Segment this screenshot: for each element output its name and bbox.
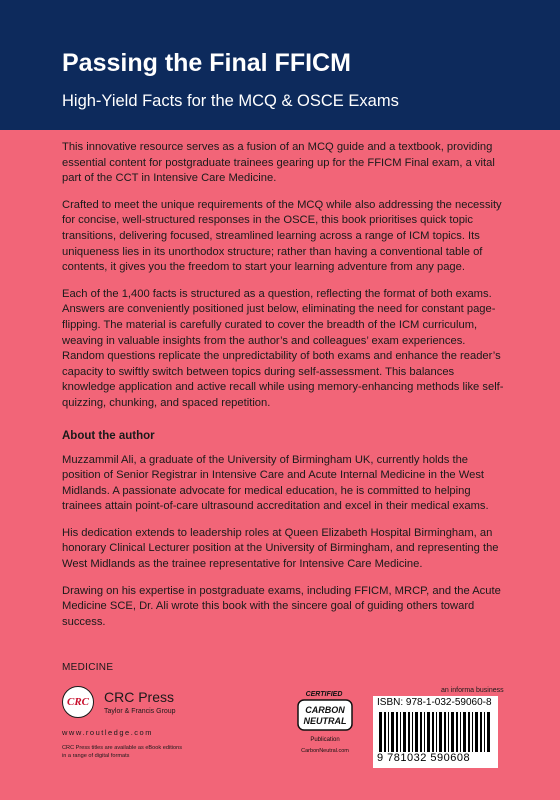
barcode-stripe [456, 712, 458, 752]
blurb-paragraph: Crafted to meet the unique requirements of the MCQ while also addressing the necessity for concise, well-structured responses in the OSCE, this book prioritises quick topic transitions, delivering focused, streamlined learning across a range of ICM topics. Its uniqueness lies in its unorthodox structure; rather than having a conventional table of contents, it gives you the freedom to start your learning adventure from any page. [62, 198, 502, 274]
barcode-stripe [391, 712, 394, 752]
barcode-stripe [480, 712, 482, 752]
barcode-stripe [427, 712, 430, 752]
carbon-main1: CARBON [305, 705, 345, 715]
publisher-url: www.routledge.com [62, 728, 153, 737]
carbon-neutral-logo [294, 686, 356, 762]
barcode-stripe [439, 712, 442, 752]
barcode-stripe [487, 712, 490, 752]
barcode-stripe [403, 712, 406, 752]
book-subtitle: High-Yield Facts for the MCQ & OSCE Exams [62, 92, 399, 110]
isbn-barcode [373, 696, 498, 768]
barcode-stripe [408, 712, 410, 752]
isbn-text: ISBN: 978-1-032-59060-8 [377, 697, 492, 708]
blurb [62, 140, 508, 641]
book-title: Passing the Final FFICM [62, 49, 351, 77]
barcode-stripe [460, 712, 461, 752]
barcode-stripe [448, 712, 449, 752]
barcode-stripe [400, 712, 401, 752]
category-label: MEDICINE [62, 662, 114, 673]
publisher-name: CRC Press [104, 689, 175, 705]
barcode-stripe [412, 712, 413, 752]
publisher-group: Taylor & Francis Group [104, 708, 176, 715]
carbon-certified: CERTIFIED [305, 691, 343, 698]
crc-logo: CRC [62, 686, 94, 718]
about-paragraph: Drawing on his expertise in postgraduate exams, including FFICM, MRCP, and the Acute Medicine SCE, Dr. Ali wrote this book with the sincere goal of guiding others toward success. [62, 584, 501, 628]
barcode-stripe [463, 712, 466, 752]
barcode-stripe [484, 712, 485, 752]
about-paragraph: His dedication extends to leadership roles at Queen Elizabeth Hospital Birmingham, an honorary Clinical Lecturer position at the University of Birmingham, and representing the West Midlands as the trainee representative for Intensive Care Medicine. [62, 526, 499, 571]
barcode-stripe [475, 712, 478, 752]
barcode-stripe [468, 712, 470, 752]
carbon-main2: NEUTRAL [303, 716, 347, 726]
barcode-stripe [384, 712, 386, 752]
barcode-stripe [472, 712, 473, 752]
barcode-stripe [415, 712, 418, 752]
barcode-stripe [436, 712, 437, 752]
header-band [0, 0, 560, 130]
blurb-paragraph: Each of the 1,400 facts is structured as a question, reflecting the format of both exams. Answers are conveniently positioned just below, eliminating the need for constant page-flipping. The material is carefully curated to cover the breadth of the ICM curriculum, weaving in valuable insights from the author’s and colleagues’ exam experiences. Random questions replicate the unpredictability of both exams and enhance the reader’s capacity to swiftly switch between topics during self-assessment. This balances knowledge application and active recall while using memory-enhancing methods like self-quizzing, chunking, and spaced repetition. [62, 287, 504, 409]
barcode-stripe [388, 712, 389, 752]
barcode-stripe [420, 712, 422, 752]
barcode-stripe [432, 712, 434, 752]
barcode-stripe [444, 712, 446, 752]
carbon-publication: Publication [310, 737, 340, 743]
carbon-site: CarbonNeutral.com [301, 748, 349, 754]
about-paragraph: Muzzammil Ali, a graduate of the University of Birmingham UK, currently holds the position of Senior Registrar in Intensive Care and Acute Internal Medicine in the West Midlands. A passionate advocate for medical education, he is committed to helping trainees attain point-of-care ultrasound accreditation and excel in their medical exams. [62, 453, 489, 513]
barcode-bars [379, 712, 492, 752]
barcode-stripe [451, 712, 454, 752]
barcode-stripe [396, 712, 398, 752]
about-heading: About the author [62, 429, 155, 442]
ebook-note: CRC Press titles are available as eBook editions in a range of digital formats [62, 745, 183, 759]
blurb-paragraph: This innovative resource serves as a fusion of an MCQ guide and a textbook, providing essential content for postgraduate trainees gearing up for the FFICM Final exam, a vital part of the CCT in Intensive Care Medicine. [62, 141, 495, 185]
informa-label: an informa business [441, 687, 504, 694]
barcode-number: 9 781032 590608 [377, 752, 471, 764]
barcode-stripe [379, 712, 382, 752]
barcode-stripe [424, 712, 425, 752]
